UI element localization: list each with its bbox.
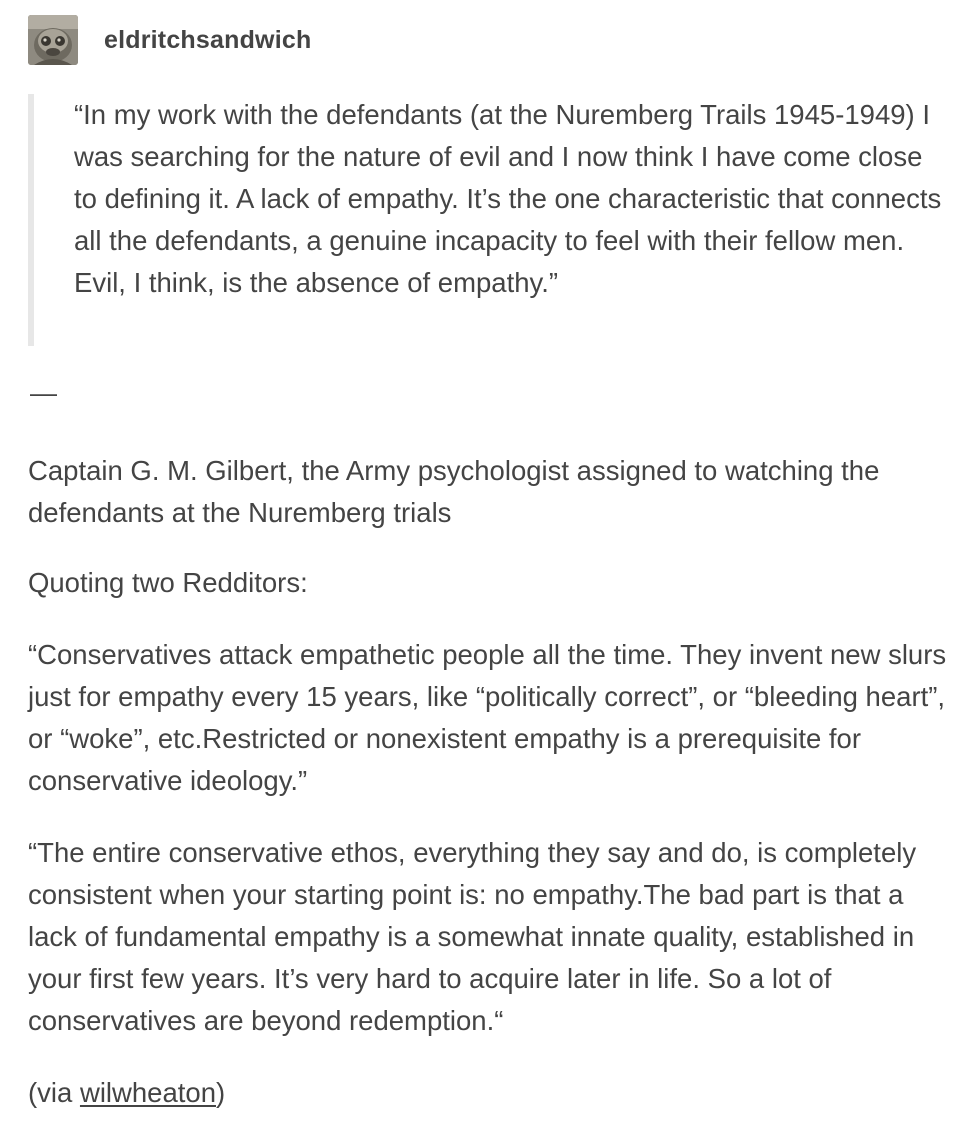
attribution-text: Captain G. M. Gilbert, the Army psychologist assigned to watching the defendants at the Nuremberg trials: [28, 455, 880, 528]
via-line: [28, 1072, 958, 1114]
reddit-quote-one: “Conservatives attack empathetic people all the time. They invent new slurs just for empathy every 15 years, like “politically correct”, or “bleeding heart”, or “woke”, etc.Restricted or nonexistent empathy is a prerequisite for conservative ideology.”: [28, 639, 947, 796]
post-username[interactable]: eldritchsandwich: [104, 25, 312, 54]
blockquote-text: “In my work with the defendants (at the Nuremberg Trails 1945-1949) I was searching for the nature of evil and I now think I have come close to defining it. A lack of empathy. It’s the one characteristic that connects all the defendants, a genuine incapacity to feel with their fellow men. Evil, I think, is the absence of empathy.”: [74, 99, 942, 298]
post-header: [28, 14, 311, 66]
via-suffix: ): [216, 1077, 226, 1108]
creature-avatar-icon[interactable]: [28, 15, 78, 65]
via-prefix: (via: [28, 1077, 80, 1108]
attribution-dash: —: [30, 378, 57, 408]
via-link[interactable]: wilwheaton: [79, 1077, 217, 1108]
blockquote: [28, 94, 948, 346]
avatar-image: [28, 15, 78, 65]
reddit-quote-two: “The entire conservative ethos, everything they say and do, is completely consistent when your starting point is: no empathy.The bad part is that a lack of fundamental empathy is a somewhat innate quality, established in your first few years. It’s very hard to acquire later in life. So a lot of conservatives are beyond redemption.“: [28, 837, 917, 1036]
intro-text: Quoting two Redditors:: [28, 567, 308, 598]
